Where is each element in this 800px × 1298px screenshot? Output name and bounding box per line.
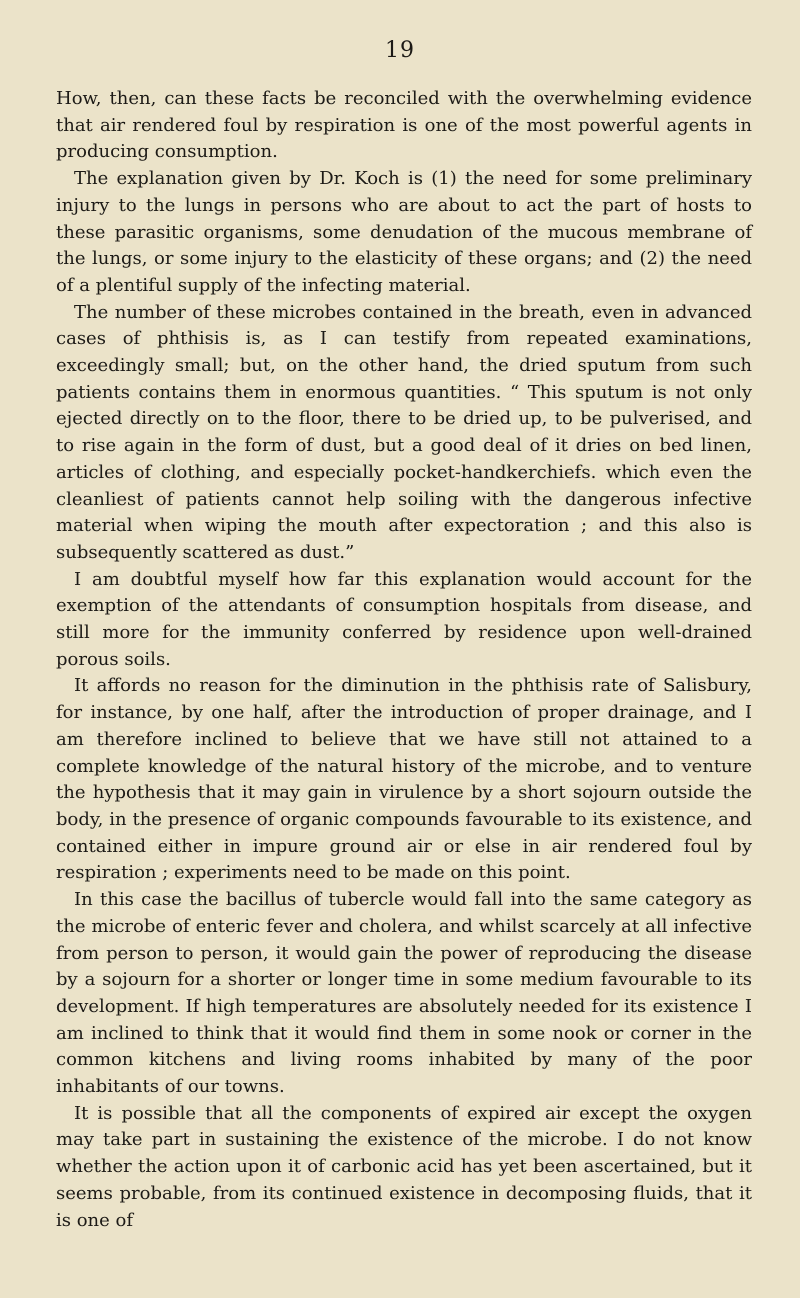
paragraph-1: How, then, can these facts be reconciled with the overwhelming evidence that air rendered foul by respiration is one of the most powerful agents in producing consumption. [56,88,752,163]
page-number: 19 [385,38,415,63]
paragraph-6: In this case the bacillus of tubercle would fall into the same category as the microbe of enteric fever and cholera, and whilst scarcely at all infective from person to person, it would gain the power of reproducing the disease by a sojourn for a shorter or longer time in some medium favourable to its development. If high temperatures are absolutely needed for its existence I am inclined to think that it would find them in some nook or corner in the common kitchens and living rooms inhabited by many of the poor inhabitants of our towns. [56,889,752,1098]
paragraph-5: It affords no reason for the diminution in the phthisis rate of Salisbury, for instance, by one half, after the introduction of proper drainage, and I am therefore inclined to believe that we have still not attained to a complete knowledge of the natural history of the microbe, and to venture the hypothesis that it may gain in virulence by a short sojourn outside the body, in the presence of organic compounds favourable to its existence, and contained either in impure ground air or else in air rendered foul by respiration ; experiments need to be made on this point. [56,675,752,884]
paragraph-2: The explanation given by Dr. Koch is (1) the need for some preliminary injury to the lungs in persons who are about to act the part of hosts to these parasitic organisms, some denudation of the mucous membrane of the lungs, or some injury to the elasticity of these organs; and (2) the need of a plentiful supply of the infecting material. [56,168,752,296]
paragraph-3: The number of these microbes contained in the breath, even in advanced cases of phthisis is, as I can testify from repeated examinations, exceedingly small; but, on the other hand, the dried sputum from such patients contains them in enormous quantities. “ This sputum is not only ejected directly on to the floor, there to be dried up, to be pulverised, and to rise again in the form of dust, but a good deal of it dries on bed linen, articles of clothing, and especially pocket-handkerchiefs. which even the cleanliest of patients cannot help soiling with the dangerous infective material when wiping the mouth after expectoration ; and this also is subsequently scattered as dust.” [56,301,752,563]
paragraph-7: It is possible that all the components of expired air except the oxygen may take part in sustaining the existence of the microbe. I do not know whether the action upon it of carbonic acid has yet been ascertained, but it seems probable, from its continued existence in decomposing fluids, that it is one of [56,1102,752,1231]
body-text [56,86,752,1234]
paragraph-4: I am doubtful myself how far this explanation would account for the exemption of the attendants of consumption hospitals from disease, and still more for the immunity conferred by residence upon well-drained porous soils. [56,568,752,670]
